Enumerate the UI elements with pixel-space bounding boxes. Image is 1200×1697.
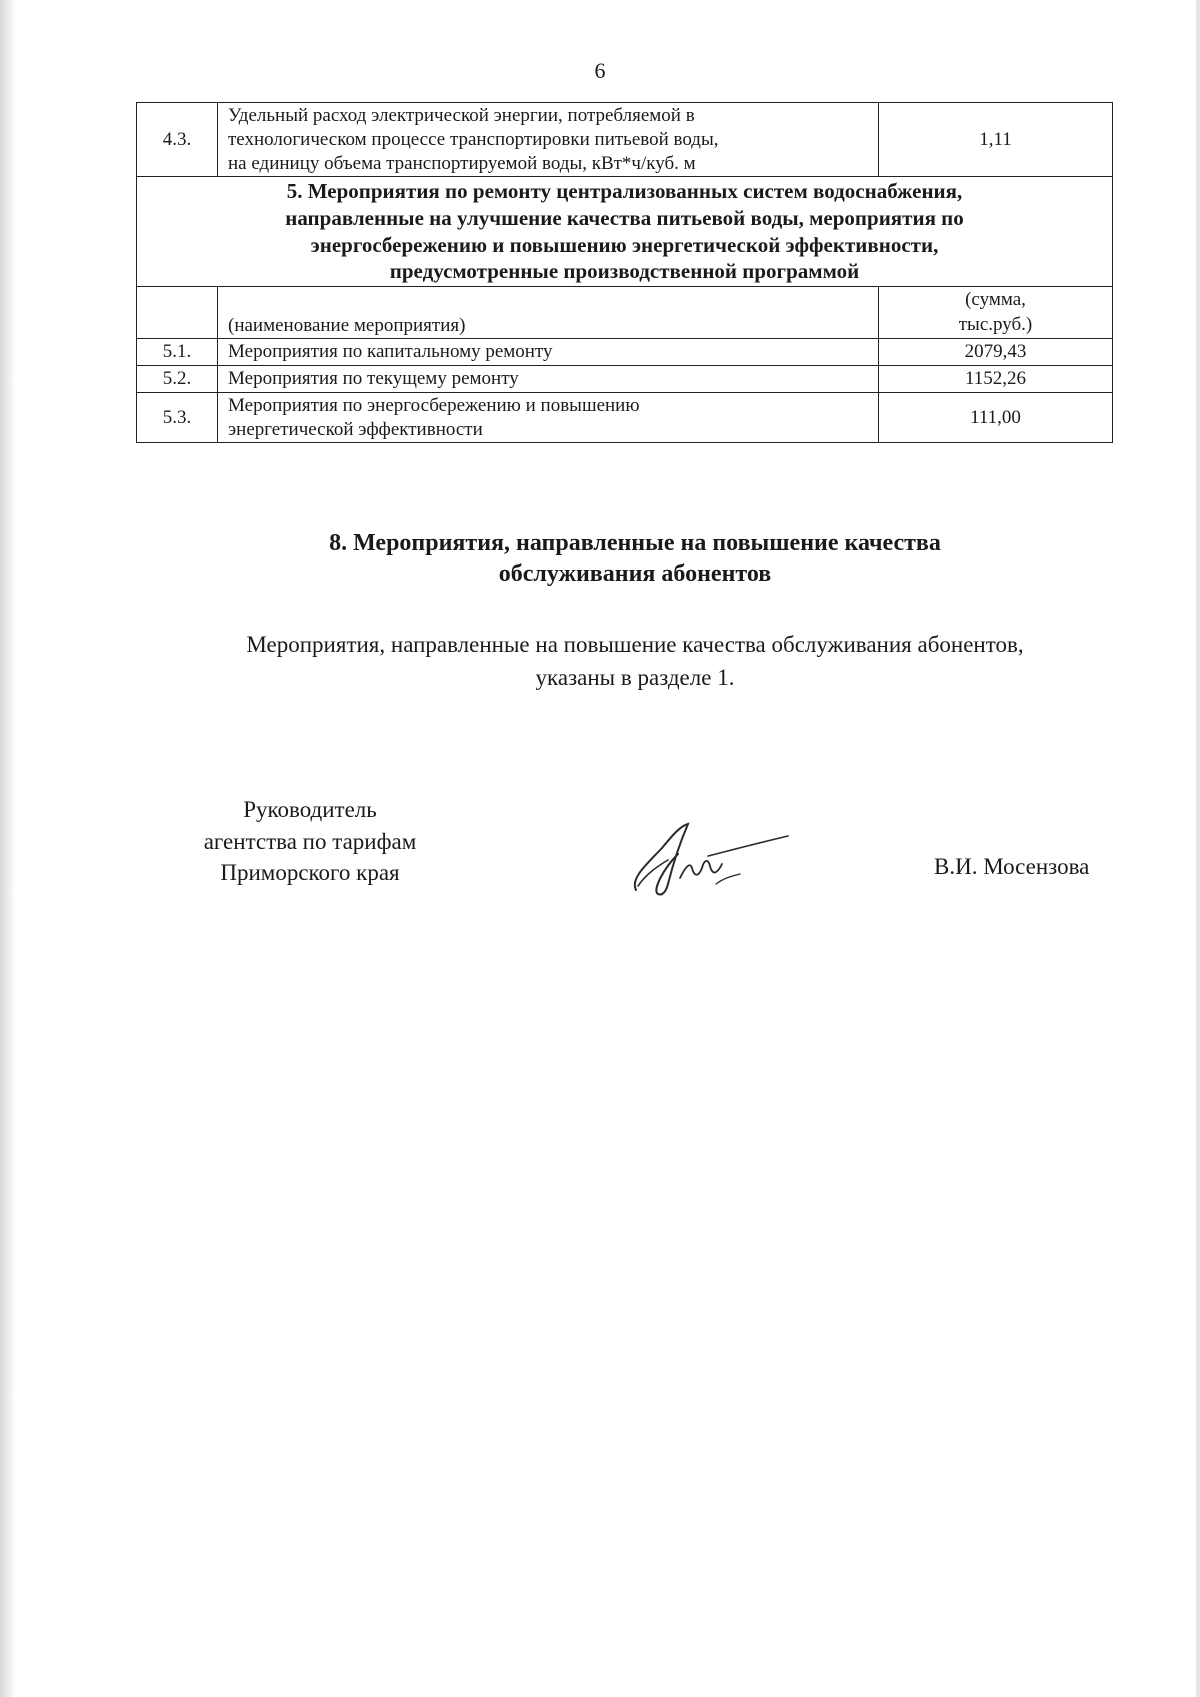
section-8-heading: [0, 528, 1200, 590]
signatory-position-line: Руководитель: [243, 797, 377, 822]
section-heading-line: 5. Мероприятия по ремонту централизованных систем водоснабжения,: [286, 179, 963, 204]
section-row: [137, 177, 1113, 287]
handwritten-signature: [628, 808, 798, 908]
section-8-heading-line: обслуживания абонентов: [498, 561, 772, 588]
section-8-text-line: указаны в разделе 1.: [535, 665, 735, 691]
table-row: [137, 366, 1113, 393]
section-heading-line: направленные на улучшение качества питьевой воды, мероприятия по: [285, 205, 964, 230]
row-description-line: технологическом процессе транспортировки питьевой воды,: [228, 128, 719, 150]
row-value: 2079,43: [879, 339, 1113, 366]
row-description: Мероприятия по текущему ремонту: [218, 366, 879, 393]
row-description: [218, 392, 879, 443]
section-8-text-line: Мероприятия, направленные на повышение качества обслуживания абонентов,: [246, 632, 1024, 657]
row-description-line: Мероприятия по энергосбережению и повышению: [228, 394, 640, 416]
header-sum-line: (сумма,: [965, 288, 1026, 310]
section-5-heading: [137, 177, 1113, 287]
table-row: [137, 103, 1113, 177]
header-empty-cell: [137, 286, 218, 338]
section-heading-line: предусмотренные производственной программой: [389, 259, 860, 284]
table-row: [137, 392, 1113, 443]
signatory-position-line: Приморского края: [220, 860, 400, 885]
row-description-line: на единицу объема транспортируемой воды, кВт*ч/куб. м: [228, 152, 696, 174]
row-number: 5.3.: [137, 392, 218, 443]
row-description-line: энергетической эффективности: [228, 418, 483, 440]
section-heading-line: энергосбережению и повышению энергетической эффективности,: [310, 232, 939, 257]
header-name-label: (наименование мероприятия): [218, 286, 879, 338]
header-sum-label: [879, 286, 1113, 338]
row-number: 5.2.: [137, 366, 218, 393]
header-sum-line: тыс.руб.): [958, 313, 1033, 335]
row-value: 111,00: [879, 392, 1113, 443]
row-number: 4.3.: [137, 103, 218, 177]
measures-table: [136, 102, 1113, 443]
row-description-line: Удельный расход электрической энергии, потребляемой в: [228, 105, 695, 126]
scan-edge-left: [0, 0, 14, 1697]
scan-edge-right: [1196, 0, 1200, 1697]
table-header-row: [137, 286, 1113, 338]
signatory-name: В.И. Мосензова: [934, 854, 1090, 879]
section-8-text: [0, 628, 1200, 695]
signatory-position: [160, 794, 460, 889]
row-value: 1,11: [879, 103, 1113, 177]
signatory-position-line: агентства по тарифам: [203, 828, 417, 854]
row-description: [218, 103, 879, 177]
page-number: 6: [594, 58, 606, 83]
table-row: [137, 339, 1113, 366]
row-description: Мероприятия по капитальному ремонту: [218, 339, 879, 366]
row-value: 1152,26: [879, 366, 1113, 393]
section-8-heading-line: 8. Мероприятия, направленные на повышение качества: [329, 530, 941, 556]
row-number: 5.1.: [137, 339, 218, 366]
